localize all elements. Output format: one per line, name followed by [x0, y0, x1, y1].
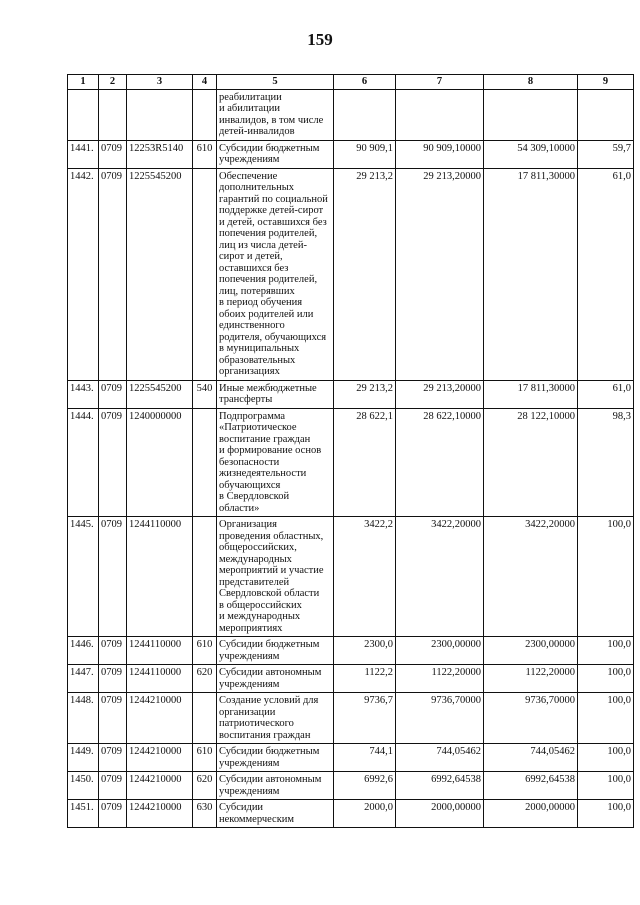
expense-type-cell — [193, 693, 217, 744]
section-code-cell: 0709 — [99, 744, 127, 772]
section-code-cell: 0709 — [99, 168, 127, 380]
plan-amount-cell: 2000,0 — [334, 800, 396, 828]
percent-cell: 100,0 — [578, 693, 634, 744]
approved-amount-cell: 29 213,20000 — [396, 168, 484, 380]
section-code-cell: 0709 — [99, 772, 127, 800]
executed-amount-cell: 28 122,10000 — [484, 408, 578, 517]
approved-amount-cell: 2000,00000 — [396, 800, 484, 828]
section-code-cell: 0709 — [99, 800, 127, 828]
section-code-cell: 0709 — [99, 140, 127, 168]
section-code-cell — [99, 89, 127, 140]
item-name-cell: Субсидии автономным учреждениям — [217, 665, 334, 693]
percent-cell — [578, 89, 634, 140]
table-row — [68, 693, 634, 744]
row-number-cell: 1448. — [68, 693, 99, 744]
item-name-cell: Обеспечение дополнительных гарантий по социальной поддержке детей-сирот и детей, оставшихся без попечения родителей, лиц из числа детей- сирот и детей, оставшихся без попечения родителей, лиц, потерявших в период обучения обоих родителей или единственного родителя, обучающихся в муниципальных образовательных организациях — [217, 168, 334, 380]
plan-amount-cell: 29 213,2 — [334, 380, 396, 408]
approved-amount-cell: 3422,20000 — [396, 517, 484, 637]
row-number-cell: 1442. — [68, 168, 99, 380]
column-header: 2 — [99, 75, 127, 90]
budget-table — [67, 74, 634, 828]
approved-amount-cell: 9736,70000 — [396, 693, 484, 744]
row-number-cell — [68, 89, 99, 140]
target-code-cell: 12253R5140 — [127, 140, 193, 168]
percent-cell: 100,0 — [578, 637, 634, 665]
section-code-cell: 0709 — [99, 665, 127, 693]
executed-amount-cell: 6992,64538 — [484, 772, 578, 800]
executed-amount-cell: 17 811,30000 — [484, 168, 578, 380]
percent-cell: 100,0 — [578, 772, 634, 800]
table-row — [68, 665, 634, 693]
expense-type-cell: 540 — [193, 380, 217, 408]
row-number-cell: 1443. — [68, 380, 99, 408]
header-row — [68, 75, 634, 90]
executed-amount-cell: 2000,00000 — [484, 800, 578, 828]
expense-type-cell: 620 — [193, 665, 217, 693]
approved-amount-cell: 28 622,10000 — [396, 408, 484, 517]
executed-amount-cell: 1122,20000 — [484, 665, 578, 693]
expense-type-cell: 610 — [193, 140, 217, 168]
item-name-cell: Субсидии бюджетным учреждениям — [217, 140, 334, 168]
plan-amount-cell: 9736,7 — [334, 693, 396, 744]
expense-type-cell: 610 — [193, 637, 217, 665]
column-header: 8 — [484, 75, 578, 90]
item-name-cell: Организация проведения областных, общероссийских, международных мероприятий и участие представителей Свердловской области в общероссийских и международных мероприятиях — [217, 517, 334, 637]
executed-amount-cell: 3422,20000 — [484, 517, 578, 637]
percent-cell: 100,0 — [578, 800, 634, 828]
approved-amount-cell: 744,05462 — [396, 744, 484, 772]
column-header: 4 — [193, 75, 217, 90]
column-header: 6 — [334, 75, 396, 90]
executed-amount-cell: 744,05462 — [484, 744, 578, 772]
percent-cell: 100,0 — [578, 517, 634, 637]
plan-amount-cell: 90 909,1 — [334, 140, 396, 168]
item-name-cell: реабилитации и абилитации инвалидов, в том числе детей-инвалидов — [217, 89, 334, 140]
expense-type-cell: 620 — [193, 772, 217, 800]
table-body — [68, 89, 634, 828]
plan-amount-cell: 1122,2 — [334, 665, 396, 693]
expense-type-cell — [193, 89, 217, 140]
approved-amount-cell — [396, 89, 484, 140]
plan-amount-cell: 6992,6 — [334, 772, 396, 800]
percent-cell: 61,0 — [578, 168, 634, 380]
target-code-cell: 1225545200 — [127, 380, 193, 408]
table-row — [68, 800, 634, 828]
row-number-cell: 1449. — [68, 744, 99, 772]
table-row — [68, 140, 634, 168]
section-code-cell: 0709 — [99, 380, 127, 408]
approved-amount-cell: 90 909,10000 — [396, 140, 484, 168]
target-code-cell: 1244210000 — [127, 800, 193, 828]
row-number-cell: 1447. — [68, 665, 99, 693]
executed-amount-cell: 9736,70000 — [484, 693, 578, 744]
approved-amount-cell: 1122,20000 — [396, 665, 484, 693]
percent-cell: 98,3 — [578, 408, 634, 517]
percent-cell: 61,0 — [578, 380, 634, 408]
expense-type-cell — [193, 517, 217, 637]
section-code-cell: 0709 — [99, 517, 127, 637]
column-header: 9 — [578, 75, 634, 90]
page-number: 159 — [307, 30, 333, 49]
target-code-cell: 1225545200 — [127, 168, 193, 380]
table-row — [68, 408, 634, 517]
item-name-cell: Создание условий для организации патриотического воспитания граждан — [217, 693, 334, 744]
section-code-cell: 0709 — [99, 637, 127, 665]
column-header: 5 — [217, 75, 334, 90]
percent-cell: 100,0 — [578, 744, 634, 772]
plan-amount-cell: 29 213,2 — [334, 168, 396, 380]
table-row — [68, 744, 634, 772]
executed-amount-cell — [484, 89, 578, 140]
executed-amount-cell: 54 309,10000 — [484, 140, 578, 168]
plan-amount-cell: 2300,0 — [334, 637, 396, 665]
table-row — [68, 637, 634, 665]
executed-amount-cell: 17 811,30000 — [484, 380, 578, 408]
target-code-cell: 1240000000 — [127, 408, 193, 517]
plan-amount-cell: 28 622,1 — [334, 408, 396, 517]
approved-amount-cell: 2300,00000 — [396, 637, 484, 665]
row-number-cell: 1450. — [68, 772, 99, 800]
percent-cell: 59,7 — [578, 140, 634, 168]
table-row — [68, 380, 634, 408]
item-name-cell: Подпрограмма «Патриотическое воспитание граждан и формирование основ безопасности жизнедеятельности обучающихся в Свердловской области» — [217, 408, 334, 517]
target-code-cell: 1244210000 — [127, 772, 193, 800]
expense-type-cell: 630 — [193, 800, 217, 828]
target-code-cell: 1244110000 — [127, 665, 193, 693]
table-row — [68, 772, 634, 800]
expense-type-cell: 610 — [193, 744, 217, 772]
table-row — [68, 168, 634, 380]
column-header: 3 — [127, 75, 193, 90]
target-code-cell — [127, 89, 193, 140]
target-code-cell: 1244210000 — [127, 744, 193, 772]
row-number-cell: 1445. — [68, 517, 99, 637]
row-number-cell: 1446. — [68, 637, 99, 665]
item-name-cell: Иные межбюджетные трансферты — [217, 380, 334, 408]
item-name-cell: Субсидии бюджетным учреждениям — [217, 637, 334, 665]
approved-amount-cell: 6992,64538 — [396, 772, 484, 800]
plan-amount-cell: 3422,2 — [334, 517, 396, 637]
expense-type-cell — [193, 408, 217, 517]
column-header: 7 — [396, 75, 484, 90]
target-code-cell: 1244210000 — [127, 693, 193, 744]
executed-amount-cell: 2300,00000 — [484, 637, 578, 665]
expense-type-cell — [193, 168, 217, 380]
row-number-cell: 1444. — [68, 408, 99, 517]
item-name-cell: Субсидии бюджетным учреждениям — [217, 744, 334, 772]
plan-amount-cell — [334, 89, 396, 140]
section-code-cell: 0709 — [99, 693, 127, 744]
percent-cell: 100,0 — [578, 665, 634, 693]
table-row — [68, 89, 634, 140]
item-name-cell: Субсидии некоммерческим — [217, 800, 334, 828]
approved-amount-cell: 29 213,20000 — [396, 380, 484, 408]
column-header: 1 — [68, 75, 99, 90]
table-row — [68, 517, 634, 637]
plan-amount-cell: 744,1 — [334, 744, 396, 772]
target-code-cell: 1244110000 — [127, 517, 193, 637]
row-number-cell: 1451. — [68, 800, 99, 828]
target-code-cell: 1244110000 — [127, 637, 193, 665]
row-number-cell: 1441. — [68, 140, 99, 168]
section-code-cell: 0709 — [99, 408, 127, 517]
item-name-cell: Субсидии автономным учреждениям — [217, 772, 334, 800]
